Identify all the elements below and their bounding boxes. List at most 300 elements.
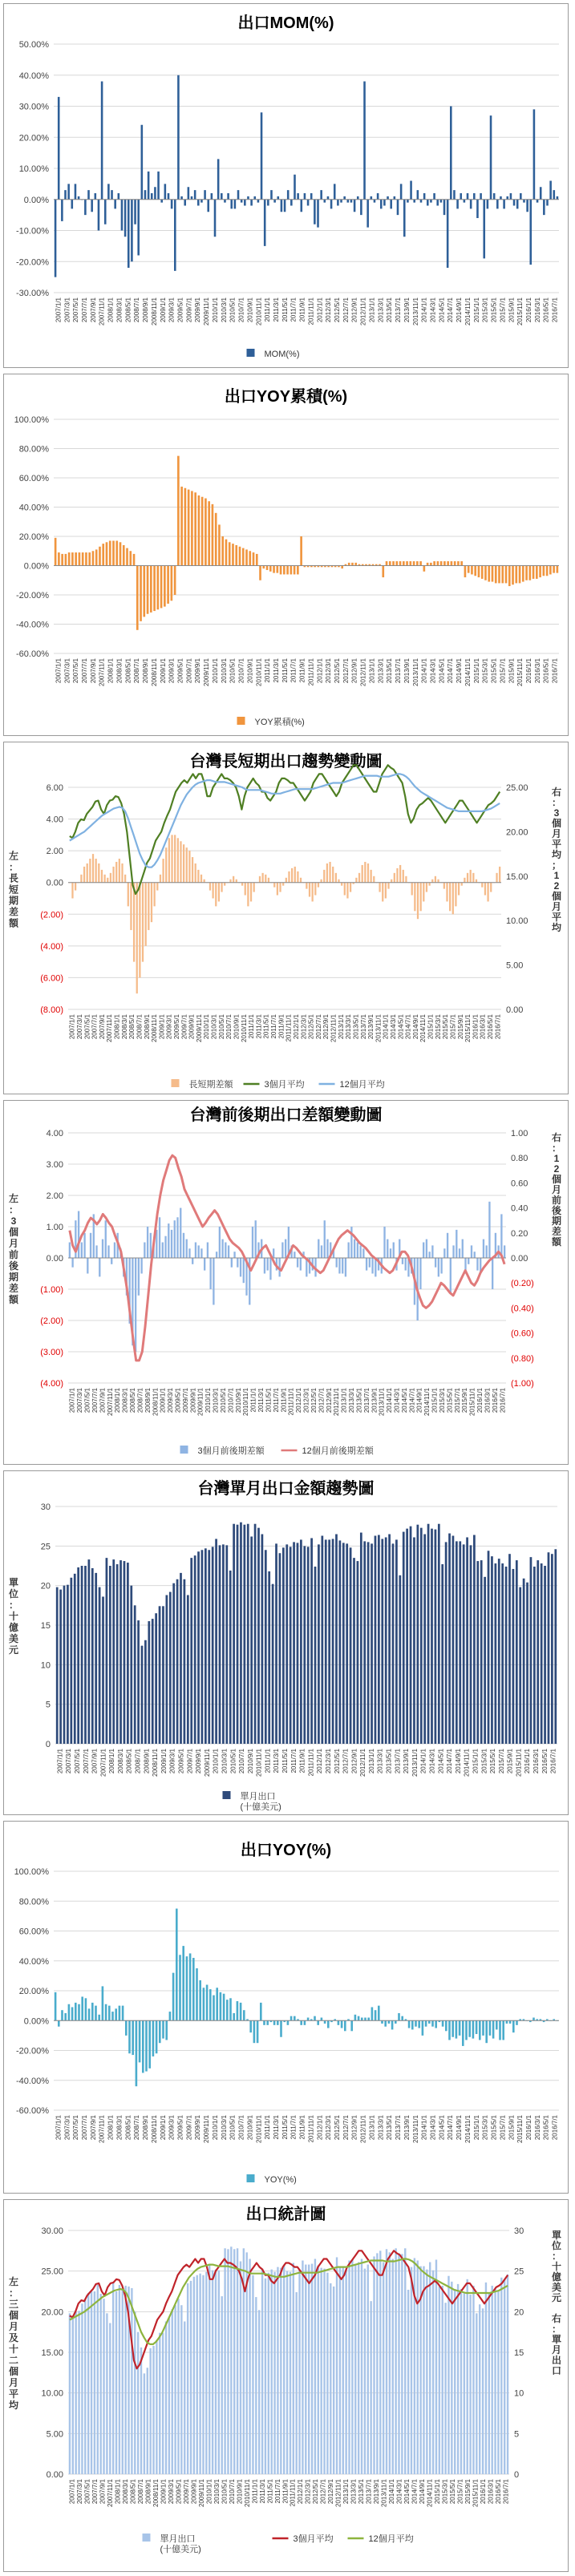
data-bar [207, 1243, 209, 1259]
data-bar [165, 2321, 167, 2474]
data-bar [241, 200, 243, 203]
y2-axis-label-char: ； [551, 859, 562, 871]
data-bar [420, 1528, 423, 1744]
x-tick-label: 2016/7/1 [551, 658, 559, 684]
y-tick-label: -10.00% [16, 226, 49, 237]
x-tick-label: 2008/9/1 [142, 297, 150, 323]
x-tick-label: 2008/7/1 [133, 658, 141, 684]
data-bar [174, 200, 176, 271]
y-tick-label: (1.00) [40, 1285, 63, 1295]
data-bar [423, 883, 424, 902]
data-bar [160, 200, 163, 203]
data-bar [354, 563, 357, 566]
data-bar [454, 561, 456, 565]
x-tick-label: 2014/3/1 [390, 1014, 397, 1040]
data-bar [488, 566, 490, 582]
data-bar [267, 200, 269, 206]
x-tick-label: 2015/1/1 [427, 1014, 435, 1040]
x-tick-label: 2010/7/1 [237, 2115, 245, 2141]
data-bar [464, 2292, 465, 2474]
data-bar [159, 1217, 160, 1258]
x-tick-label: 2012/5/1 [333, 1749, 341, 1774]
y-tick-label: 25 [40, 1542, 51, 1552]
x-tick-label: 2010/3/1 [221, 1749, 229, 1774]
data-bar [420, 200, 423, 203]
x-tick-label: 2016/7/1 [549, 1749, 557, 1774]
data-bar [194, 190, 196, 200]
data-bar [387, 196, 389, 200]
x-tick-label: 2010/3/1 [220, 658, 228, 684]
data-bar [186, 847, 188, 883]
data-bar [250, 883, 252, 902]
data-bar [111, 1258, 112, 1264]
x-tick-label: 2011/5/1 [265, 1388, 273, 1413]
x-tick-label: 2011/7/1 [290, 658, 298, 683]
data-bar [449, 883, 451, 912]
x-tick-label: 2011/5/1 [281, 658, 289, 683]
data-bar [442, 2020, 444, 2026]
x-tick-label: 2012/11/1 [330, 1014, 338, 1042]
data-bar [451, 2282, 452, 2474]
data-bar [504, 2279, 505, 2474]
data-bar [58, 97, 60, 200]
data-bar [218, 883, 220, 902]
data-bar [546, 566, 549, 576]
data-bar [165, 847, 167, 883]
data-bar [215, 883, 217, 907]
data-bar [395, 1539, 398, 1744]
x-tick-label: 2009/11/1 [203, 658, 211, 686]
data-bar [213, 1996, 215, 2021]
x-tick-label: 2012/9/1 [322, 1014, 330, 1040]
data-bar [177, 456, 180, 566]
x-tick-label: 2014/7/1 [447, 658, 455, 684]
x-tick-label: 2007/3/1 [76, 2479, 84, 2505]
x-tick-label: 2015/5/1 [490, 658, 498, 684]
x-tick-label: 2015/3/1 [481, 297, 489, 323]
data-bar [102, 1986, 104, 2020]
data-bar [216, 1252, 217, 1258]
data-bar [492, 1258, 493, 1289]
data-bar [484, 566, 487, 580]
data-bar [338, 880, 339, 883]
data-bar [226, 2000, 229, 2020]
x-tick-label: 2015/3/1 [481, 658, 489, 684]
data-bar [87, 2293, 89, 2474]
data-bar [493, 193, 496, 200]
data-bar [342, 1258, 343, 1274]
y2-axis-label-char: 前 [551, 1195, 562, 1206]
x-tick-label: 2011/7/1 [270, 1014, 278, 1039]
data-bar [122, 2290, 124, 2474]
x-tick-label: 2008/1/1 [114, 1388, 122, 1413]
y-tick-label: -60.00% [16, 649, 49, 659]
data-bar [307, 1547, 310, 1744]
x-tick-label: 2010/1/1 [211, 2115, 219, 2141]
data-bar [151, 193, 153, 200]
data-bar [351, 2259, 353, 2474]
data-bar [462, 1239, 464, 1258]
data-bar [61, 200, 63, 221]
y2-axis-label-char: 單 [551, 2230, 562, 2241]
data-bar [194, 492, 196, 565]
y-axis-label-char: 月 [8, 2321, 19, 2332]
x-tick-label: 2007/3/1 [63, 297, 71, 323]
x-tick-label: 2010/1/1 [205, 2479, 213, 2505]
y2-axis-label-char: ： [551, 2323, 562, 2335]
data-bar [431, 1245, 433, 1258]
data-bar [318, 2266, 319, 2474]
data-bar [188, 490, 190, 566]
y-tick-label: (8.00) [40, 1005, 63, 1015]
x-tick-label: 2012/9/1 [350, 297, 358, 323]
data-bar [451, 2020, 454, 2036]
x-tick-label: 2014/5/1 [403, 2479, 411, 2505]
legend-label: 3個月前後期差額 [197, 1446, 265, 1456]
x-tick-label: 2010/3/1 [210, 1014, 218, 1040]
data-bar [321, 1536, 323, 1744]
data-bar [470, 1545, 472, 1744]
y-tick-label: 80.00% [18, 444, 49, 455]
x-tick-label: 2008/11/1 [151, 1014, 159, 1042]
data-bar [342, 2267, 344, 2474]
data-bar [541, 1563, 543, 1744]
x-tick-label: 2014/5/1 [438, 2115, 446, 2141]
data-bar [265, 1550, 267, 1744]
x-tick-label: 2011/1/1 [251, 2479, 259, 2504]
data-bar [355, 878, 357, 883]
data-bar [492, 566, 494, 582]
data-bar [332, 867, 334, 883]
data-bar [312, 883, 314, 902]
y-tick-label: 0 [45, 1740, 51, 1749]
data-bar [171, 200, 173, 209]
data-bar [229, 880, 231, 883]
data-bar [232, 544, 234, 565]
y-tick-label: (6.00) [40, 973, 63, 984]
data-bar [266, 566, 269, 570]
x-tick-label: 2007/11/1 [98, 658, 106, 686]
data-bar [426, 883, 427, 892]
data-bar [494, 1563, 496, 1744]
data-bar [379, 883, 380, 892]
x-tick-label: 2011/5/1 [281, 297, 289, 322]
data-bar [204, 880, 205, 883]
x-tick-label: 2014/7/1 [408, 1388, 416, 1413]
data-bar [209, 1989, 212, 2020]
data-bar [549, 181, 552, 200]
data-bar [259, 876, 261, 883]
x-tick-label: 2012/3/1 [302, 1388, 310, 1413]
data-bar [358, 873, 360, 883]
data-bar [75, 2311, 76, 2474]
x-tick-label: 2014/3/1 [429, 658, 437, 684]
data-bar [99, 1258, 100, 1276]
data-bar [268, 878, 269, 883]
data-bar [208, 1550, 210, 1744]
chart-title: 出口統計圖 [245, 2206, 326, 2223]
data-bar [127, 1563, 129, 1744]
x-tick-label: 2016/5/1 [541, 1749, 549, 1774]
data-bar [410, 561, 412, 565]
y2-tick-label: 0.20 [511, 1228, 528, 1239]
x-tick-label: 2015/1/1 [431, 1388, 439, 1413]
data-bar [192, 857, 193, 883]
data-bar [463, 1544, 465, 1744]
data-bar [263, 2020, 265, 2025]
y2-axis-label-char: 1 [553, 1153, 560, 1164]
data-bar [447, 561, 449, 565]
y-axis-label-char: ： [8, 1599, 19, 1611]
x-tick-label: 2013/1/1 [340, 1388, 348, 1413]
data-bar [320, 880, 322, 883]
data-bar [300, 536, 302, 566]
y2-axis-label-char: 3 [553, 807, 560, 819]
data-bar [341, 566, 343, 569]
x-tick-label: 2010/5/1 [219, 1388, 227, 1413]
y-tick-label: (4.00) [40, 941, 63, 952]
data-bar [358, 2016, 360, 2021]
data-bar [539, 566, 541, 578]
data-bar [551, 1554, 553, 1744]
y-axis-label-char: 單 [8, 1577, 19, 1588]
data-bar [290, 2272, 291, 2474]
x-tick-label: 2007/1/1 [55, 2115, 63, 2141]
x-tick-label: 2009/11/1 [203, 297, 211, 326]
y-tick-label: 100.00% [14, 1867, 49, 1877]
data-bar [285, 878, 287, 883]
x-tick-label: 2010/9/1 [246, 2115, 254, 2141]
data-bar [132, 2020, 134, 2055]
data-bar [233, 1524, 235, 1744]
data-bar [364, 2018, 366, 2021]
x-tick-label: 2010/9/1 [234, 1388, 242, 1413]
data-bar [249, 2020, 252, 2032]
x-tick-label: 2007/9/1 [89, 297, 97, 323]
data-bar [476, 880, 477, 883]
data-bar [137, 2332, 139, 2474]
data-bar [357, 1561, 359, 1744]
data-bar [460, 561, 463, 565]
data-bar [406, 561, 408, 565]
x-tick-label: 2014/9/1 [456, 297, 464, 323]
x-tick-label: 2009/1/1 [159, 297, 167, 323]
x-tick-label: 2011/7/1 [290, 1749, 298, 1773]
data-bar [445, 2020, 447, 2031]
x-tick-label: 2015/5/1 [448, 2479, 456, 2505]
x-tick-label: 2009/9/1 [195, 1749, 203, 1774]
data-bar [194, 1555, 196, 1744]
y-axis-label-char: 個 [8, 2366, 19, 2377]
data-bar [119, 2285, 120, 2474]
data-bar [360, 1533, 362, 1744]
data-bar [280, 566, 282, 575]
data-bar [253, 2020, 256, 2043]
data-bar [81, 1566, 83, 1744]
x-tick-label: 2015/3/1 [438, 1388, 446, 1413]
data-bar [152, 2020, 155, 2056]
data-bar [192, 1958, 195, 2020]
y2-tick-label: 10 [514, 2388, 524, 2399]
data-bar [171, 835, 172, 882]
data-bar [139, 883, 140, 978]
data-bar [160, 875, 161, 883]
data-bar [403, 870, 404, 883]
data-bar [252, 2275, 253, 2474]
data-bar [221, 1239, 223, 1258]
data-bar [128, 2020, 131, 2053]
x-tick-label: 2014/3/1 [429, 2115, 437, 2141]
data-bar [183, 1233, 184, 1258]
data-bar [105, 2004, 107, 2020]
data-bar [148, 1621, 150, 1744]
data-bar [332, 1539, 334, 1744]
x-tick-label: 2009/3/1 [168, 2115, 176, 2141]
x-tick-label: 2007/5/1 [83, 1014, 91, 1040]
y-tick-label: 0.00% [23, 2016, 49, 2027]
data-bar [118, 193, 120, 200]
data-bar [314, 200, 316, 224]
data-bar [309, 883, 310, 897]
data-bar [260, 2003, 262, 2020]
x-tick-label: 2015/9/1 [506, 1749, 514, 1774]
data-bar [314, 2259, 316, 2474]
y2-tick-label: (0.60) [511, 1328, 534, 1339]
data-bar [336, 2257, 338, 2474]
x-tick-label: 2009/5/1 [174, 1388, 182, 1413]
data-bar [557, 196, 559, 200]
data-bar [294, 175, 296, 200]
data-bar [174, 1220, 176, 1258]
y-axis-label-char: 差 [8, 906, 19, 918]
data-bar [354, 2264, 356, 2474]
data-bar [151, 883, 152, 922]
data-bar [78, 1211, 79, 1259]
data-bar [344, 2020, 346, 2031]
data-bar [382, 566, 384, 578]
data-bar [224, 883, 225, 886]
x-tick-label: 2007/5/1 [73, 1749, 81, 1774]
data-bar [171, 1230, 172, 1258]
data-bar [82, 552, 84, 565]
x-tick-label: 2009/3/1 [168, 297, 176, 323]
data-bar [253, 552, 255, 565]
data-bar [291, 868, 293, 883]
data-bar [273, 2020, 276, 2025]
x-tick-label: 2009/9/1 [189, 1388, 197, 1413]
x-tick-label: 2007/5/1 [72, 2115, 80, 2141]
data-bar [385, 1537, 387, 1744]
x-tick-label: 2014/9/1 [415, 1388, 423, 1413]
data-bar [90, 1233, 91, 1258]
data-bar [553, 566, 555, 573]
data-bar [405, 876, 407, 883]
data-bar [139, 2020, 141, 2062]
x-tick-label: 2015/7/1 [499, 658, 507, 684]
x-tick-label: 2010/7/1 [228, 2479, 236, 2505]
x-tick-label: 2013/5/1 [386, 297, 394, 323]
data-bar [125, 2020, 128, 2036]
x-tick-label: 2012/5/1 [334, 2115, 342, 2141]
x-tick-label: 2015/5/1 [442, 1014, 450, 1040]
data-bar [487, 200, 489, 209]
data-bar [98, 2015, 100, 2020]
x-tick-label: 2013/5/1 [385, 1749, 393, 1774]
data-bar [75, 184, 77, 199]
data-bar [111, 190, 113, 200]
data-bar [71, 883, 73, 899]
x-tick-label: 2016/5/1 [494, 2479, 502, 2505]
y-tick-label: 40.00% [18, 1956, 49, 1967]
data-bar [80, 875, 82, 883]
x-tick-label: 2007/11/1 [107, 2479, 115, 2507]
x-tick-label: 2008/5/1 [125, 1749, 133, 1774]
data-bar [71, 2007, 74, 2020]
data-bar [443, 561, 446, 565]
x-tick-label: 2008/5/1 [128, 1014, 136, 1040]
data-bar [364, 2269, 366, 2474]
data-bar [168, 193, 170, 200]
data-bar [204, 190, 206, 200]
data-bar [124, 875, 126, 883]
x-tick-label: 2015/3/1 [441, 2479, 449, 2505]
x-tick-label: 2007/5/1 [72, 297, 80, 323]
x-tick-label: 2011/3/1 [272, 2115, 280, 2140]
data-bar [159, 2020, 161, 2043]
data-bar [177, 2299, 179, 2474]
data-bar [294, 566, 296, 575]
data-bar [95, 549, 98, 565]
x-tick-label: 2010/5/1 [229, 658, 237, 684]
data-bar [208, 501, 210, 565]
data-bar [255, 2297, 257, 2474]
x-tick-label: 2015/9/1 [464, 2479, 472, 2505]
data-bar [152, 1619, 154, 1744]
data-bar [58, 552, 60, 565]
x-tick-label: 2009/7/1 [185, 658, 193, 684]
chart-panel-yoy [3, 1821, 569, 2194]
chart-title: 台灣單月出口金額趨勢圖 [197, 1480, 375, 1498]
data-bar [464, 878, 465, 883]
data-bar [207, 200, 209, 212]
x-tick-label: 2010/9/1 [233, 1014, 241, 1040]
data-bar [533, 109, 536, 199]
data-bar [499, 867, 500, 883]
data-bar [160, 566, 163, 609]
x-tick-label: 2007/3/1 [63, 658, 71, 684]
data-bar [237, 2248, 238, 2474]
y-tick-label: 20.00% [18, 133, 49, 144]
data-bar [488, 2292, 490, 2474]
data-bar [343, 196, 346, 200]
x-tick-label: 2014/9/1 [456, 2115, 464, 2141]
data-bar [391, 2020, 394, 2029]
x-tick-label: 2007/9/1 [89, 2115, 97, 2141]
data-bar [407, 200, 409, 203]
data-bar [92, 854, 94, 883]
x-tick-label: 2009/9/1 [188, 1014, 196, 1040]
y2-axis-label-char: 月 [551, 2344, 562, 2356]
x-tick-label: 2008/7/1 [134, 1749, 142, 1774]
data-bar [273, 200, 276, 203]
data-bar [75, 552, 77, 565]
x-tick-label: 2014/5/1 [438, 658, 446, 684]
x-tick-label: 2014/9/1 [418, 2479, 426, 2505]
data-bar [179, 1955, 181, 2020]
x-tick-label: 2009/7/1 [182, 2479, 190, 2505]
x-tick-label: 2008/11/1 [150, 658, 158, 686]
data-bar [483, 1239, 484, 1258]
